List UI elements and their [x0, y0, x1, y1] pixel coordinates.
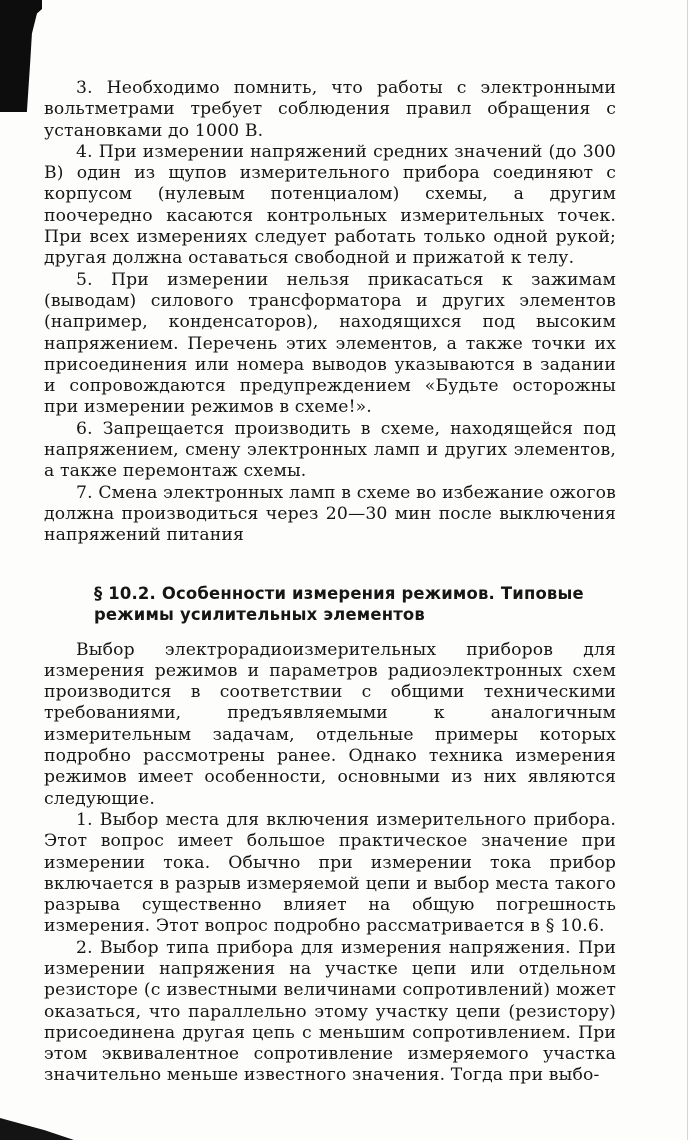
paragraph-rule-3: 3. Необходимо помнить, что работы с электронными вольтметрами требует соблюдения правил обращения с установками до 1000 В. [44, 78, 616, 141]
section-heading-line-1: § 10.2. Особенности измерения режимов. Типовые [94, 583, 584, 603]
scan-shadow-top-left [0, 0, 42, 112]
paragraph-item-1: 1. Выбор места для включения измерительного прибора. Этот вопрос имеет большое практическое значение при измерении тока. Обычно при измерении тока прибор включается в разрыв измеряемой цепи и выбор места такого разрыва существенно влияет на общую погрешность измерения. Этот вопрос подробно рассматривается в § 10.6. [44, 809, 616, 937]
paragraph-item-2: 2. Выбор типа прибора для измерения напряжения. При измерении напряжения на участке цепи или отдельном резисторе (с известными величинами сопротивлений) может оказаться, что параллельно этому участку цепи (резистору) присоединена другая цепь с меньшим сопротивлением. При этом эквивалентное сопротивление измеряемого участка значительно меньше известного значения. Тогда при выбо- [44, 937, 616, 1086]
scan-edge-right [687, 0, 688, 1140]
page-text [44, 78, 616, 1087]
section-heading-line-2: режимы усилительных элементов [94, 605, 425, 625]
paragraph-rule-4: 4. При измерении напряжений средних значений (до 300 В) один из щупов измерительного прибора соединяют с корпусом (нулевым потенциалом) схемы, а другим поочередно касаются контрольных измерительных точек. При всех измерениях следует работать только одной рукой; другая должна оставаться свободной и прижатой к телу. [44, 141, 616, 269]
scan-shadow-bottom-left [0, 1118, 74, 1140]
paragraph-intro: Выбор электрорадиоизмерительных приборов для измерения режимов и параметров радиоэлектронных схем производится в соответствии с общими техническими требованиями, предъявляемыми к аналогичным измерительным задачам, отдельные примеры которых подробно рассмотрены ранее. Однако техника измерения режимов имеет особенности, основными из них являются следующие. [44, 639, 616, 809]
section-heading [44, 583, 616, 626]
paragraph-rule-7: 7. Смена электронных ламп в схеме во избежание ожогов должна производиться через 20—30 мин после выключения напряжений питания [44, 482, 616, 546]
paragraph-rule-6: 6. Запрещается производить в схеме, находящейся под напряжением, смену электронных ламп и других элементов, а также перемонтаж схемы. [44, 418, 616, 482]
paragraph-rule-5: 5. При измерении нельзя прикасаться к зажимам (выводам) силового трансформатора и других элементов (например, конденсаторов), находящихся под высоким напряжением. Перечень этих элементов, а также точки их присоединения или номера выводов указываются в задании и сопровождаются предупреждением «Будьте осторожны при измерении режимов в схеме!». [44, 269, 616, 418]
